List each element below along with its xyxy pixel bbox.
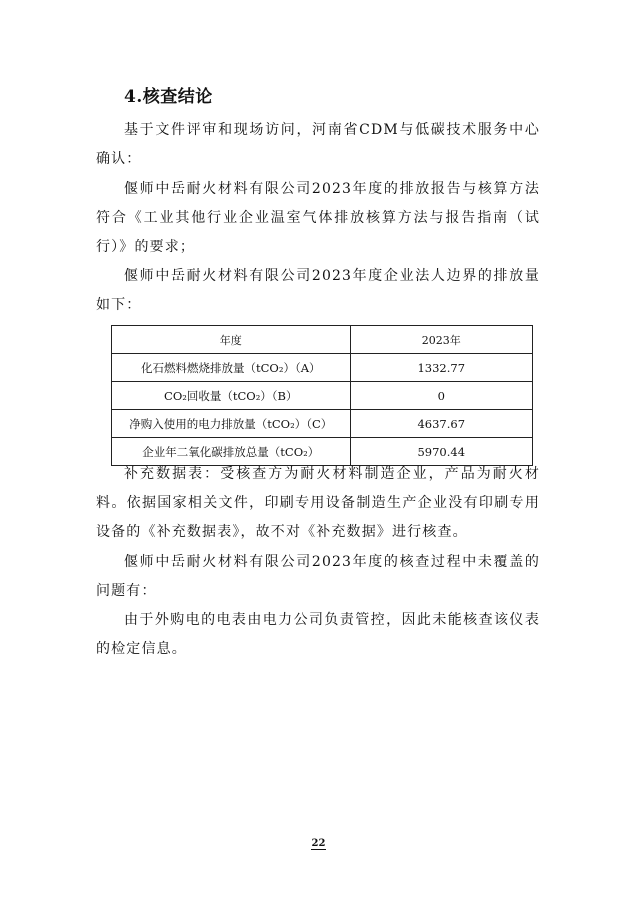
table-cell-label: 净购入使用的电力排放量（tCO₂）（C） bbox=[112, 410, 351, 438]
paragraph-compliance: 偃师中岳耐火材料有限公司2023年度的排放报告与核算方法符合《工业其他行业企业温室气体排放核算方法与报告指南（试行）》的要求； bbox=[96, 181, 540, 255]
table-row bbox=[112, 354, 533, 382]
paragraph-intro: 基于文件评审和现场访问，河南省CDM与低碳技术服务中心确认： bbox=[96, 122, 540, 167]
table-row bbox=[112, 410, 533, 438]
paragraph-uncovered-detail: 由于外购电的电表由电力公司负责管控，因此未能核查该仪表的检定信息。 bbox=[96, 612, 540, 657]
emission-table bbox=[111, 325, 533, 466]
table-cell-value: 0 bbox=[350, 382, 532, 410]
table-cell-value: 5970.44 bbox=[350, 438, 532, 466]
table-row bbox=[112, 382, 533, 410]
table-header-cell: 年度 bbox=[112, 326, 351, 354]
paragraph-supplementary: 补充数据表：受核查方为耐火材料制造企业，产品为耐火材料。依据国家相关文件，印刷专用设备制造生产企业没有印刷专用设备的《补充数据表》，故不对《补充数据》进行核查。 bbox=[96, 466, 540, 540]
table-cell-label: 企业年二氧化碳排放总量（tCO₂） bbox=[112, 438, 351, 466]
paragraph-uncovered-intro: 偃师中岳耐火材料有限公司2023年度的核查过程中未覆盖的问题有： bbox=[96, 554, 540, 599]
page-number bbox=[0, 838, 637, 849]
table-cell-label: CO₂回收量（tCO₂）（B） bbox=[112, 382, 351, 410]
table-header-row bbox=[112, 326, 533, 354]
table-cell-label: 化石燃料燃烧排放量（tCO₂）（A） bbox=[112, 354, 351, 382]
section-heading: 4.核查结论 bbox=[124, 87, 213, 107]
table-header-cell: 2023年 bbox=[350, 326, 532, 354]
table-cell-value: 1332.77 bbox=[350, 354, 532, 382]
paragraph-emission-intro: 偃师中岳耐火材料有限公司2023年度企业法人边界的排放量如下： bbox=[96, 268, 540, 313]
page-number-text: 22 bbox=[311, 838, 326, 849]
table-cell-value: 4637.67 bbox=[350, 410, 532, 438]
